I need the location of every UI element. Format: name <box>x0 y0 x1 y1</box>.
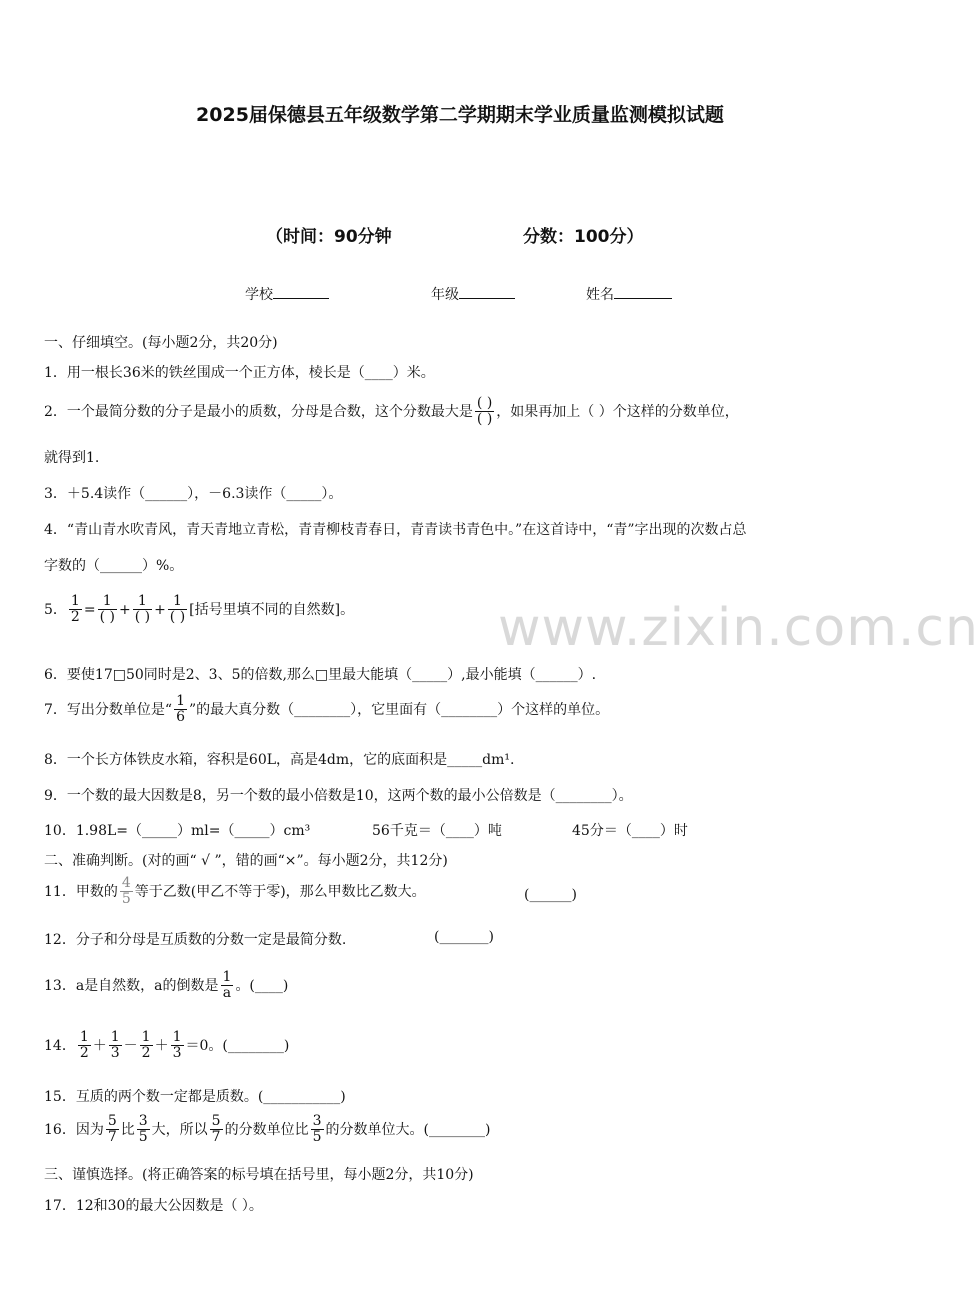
q5-frac-4 <box>168 594 187 626</box>
q16-text-a: 16．因为 <box>44 1121 104 1138</box>
q13-fraction <box>221 970 234 1002</box>
exam-score: 分数：100分） <box>523 227 644 247</box>
q2-fraction <box>475 396 494 428</box>
grade-field <box>431 284 515 304</box>
q14-op-1: ＋ <box>92 1037 107 1054</box>
grade-blank <box>459 286 515 299</box>
school-field <box>245 284 329 304</box>
q11-text-b: 等于乙数(甲乙不等于零)，那么甲数比乙数大。 <box>134 883 426 900</box>
q11-frac-den: 5 <box>121 891 131 908</box>
question-15: 15．互质的两个数一定都是质数。(___________) <box>44 1089 346 1105</box>
q14-f3-den: 2 <box>141 1045 151 1062</box>
school-blank <box>273 286 329 299</box>
question-2-cont: 就得到1. <box>44 450 100 466</box>
question-11-answer: (______) <box>524 887 577 903</box>
q14-tail: ＝0。(________) <box>185 1037 290 1054</box>
question-8: 8．一个长方体铁皮水箱，容积是60L，高是4dm，它的底面积是_____dm¹. <box>44 752 515 768</box>
question-4: 4．“青山青水吹青风，青天青地立青松，青青柳枝青春日，青青读书青色中。”在这首诗中，“青”字出现的次数占总 <box>44 522 747 538</box>
q14-op-3: ＋ <box>154 1037 169 1054</box>
q16-f3-num: 5 <box>211 1113 221 1129</box>
q5-f3-den: ( ) <box>134 609 151 626</box>
q13-text-b: 。(____) <box>235 977 289 994</box>
q16-text-c: 的分数单位比 <box>224 1121 309 1138</box>
q14-f2-num: 1 <box>110 1029 120 1045</box>
q14-frac-4 <box>171 1030 184 1062</box>
name-blank <box>614 286 672 299</box>
question-2 <box>44 396 739 428</box>
q13-frac-num: 1 <box>222 969 232 985</box>
q16-bi: 比 <box>120 1121 135 1138</box>
q2-frac-num: ( ) <box>476 395 493 411</box>
question-12-answer: (_______) <box>434 929 494 945</box>
q7-frac-den: 6 <box>176 709 185 726</box>
q5-plus-2: + <box>154 601 166 618</box>
q5-number: 5． <box>44 601 67 618</box>
question-4-cont: 字数的（______）%。 <box>44 558 184 574</box>
grade-label: 年级 <box>431 287 459 303</box>
question-13 <box>44 970 288 1002</box>
q16-f4-den: 5 <box>312 1129 322 1146</box>
q5-frac-3 <box>133 594 152 626</box>
section-2-heading: 二、准确判断。(对的画“ √ ”，错的画“×”。每小题2分，共12分) <box>44 853 448 869</box>
section-1-heading: 一、仔细填空。(每小题2分，共20分) <box>44 335 278 351</box>
q14-frac-2 <box>109 1030 122 1062</box>
q16-f2-num: 3 <box>138 1113 148 1129</box>
q14-f4-den: 3 <box>172 1045 182 1062</box>
q5-f4-den: ( ) <box>169 609 186 626</box>
q14-frac-1 <box>78 1030 91 1062</box>
question-3: 3．＋5.4读作（______），－6.3读作（_____）。 <box>44 486 343 502</box>
q2-text: 2．一个最简分数的分子是最小的质数，分母是合数，这个分数最大是 <box>44 403 473 420</box>
question-7 <box>44 694 609 726</box>
q13-frac-den: a <box>222 985 232 1002</box>
q14-op-2: － <box>123 1037 138 1054</box>
q5-plus-1: + <box>118 601 131 618</box>
watermark: www.zixin.com.cn <box>498 598 979 658</box>
q14-f2-den: 3 <box>110 1045 120 1062</box>
q14-number: 14． <box>44 1037 76 1054</box>
q5-f1-den: 2 <box>70 609 80 626</box>
q16-frac-3 <box>210 1114 223 1146</box>
q7-text-b: ”的最大真分数（________），它里面有（________）个这样的单位。 <box>189 701 610 718</box>
question-10c: 45分＝（____）时 <box>572 823 688 839</box>
q5-equals: = <box>83 601 96 618</box>
q16-f1-num: 5 <box>107 1113 117 1129</box>
q5-f1-num: 1 <box>70 593 80 609</box>
q11-fraction <box>120 876 133 908</box>
q16-f3-den: 7 <box>211 1129 221 1146</box>
question-5 <box>44 594 354 626</box>
question-10b: 56千克＝（____）吨 <box>372 823 502 839</box>
question-11 <box>44 876 426 908</box>
question-1: 1．用一根长36米的铁丝围成一个正方体，棱长是（____）米。 <box>44 365 435 381</box>
question-10a: 10．1.98L=（_____）ml=（_____）cm³ <box>44 823 311 839</box>
section-3-heading: 三、谨慎选择。(将正确答案的标号填在括号里，每小题2分，共10分) <box>44 1167 474 1183</box>
q7-frac-num: 1 <box>176 693 185 709</box>
q16-text-b: 大，所以 <box>151 1121 208 1138</box>
q7-text-a: 7．写出分数单位是“ <box>44 701 173 718</box>
q2-text-b: ，如果再加上（ ）个这样的分数单位， <box>496 403 739 420</box>
name-field <box>586 284 672 304</box>
q11-frac-num: 4 <box>121 875 131 891</box>
q2-frac-den: ( ) <box>476 411 493 428</box>
q16-f4-num: 3 <box>312 1113 322 1129</box>
q16-f2-den: 5 <box>138 1129 148 1146</box>
question-14 <box>44 1030 289 1062</box>
q14-frac-3 <box>140 1030 153 1062</box>
school-label: 学校 <box>245 287 273 303</box>
question-17: 17．12和30的最大公因数是（ ）。 <box>44 1198 263 1214</box>
question-12: 12．分子和分母是互质数的分数一定是最简分数. <box>44 932 347 948</box>
q16-frac-2 <box>137 1114 150 1146</box>
q7-fraction <box>174 694 187 726</box>
q16-frac-1 <box>106 1114 119 1146</box>
q5-frac-1 <box>69 594 82 626</box>
exam-time: （时间：90分钟 <box>266 227 392 247</box>
q5-tail: [括号里填不同的自然数]。 <box>189 601 355 618</box>
q5-frac-2 <box>98 594 117 626</box>
q14-f4-num: 1 <box>172 1029 182 1045</box>
q16-frac-4 <box>311 1114 324 1146</box>
question-6: 6．要使17□50同时是2、3、5的倍数,那么□里最大能填（_____）,最小能填（______）. <box>44 667 597 683</box>
q14-f1-den: 2 <box>79 1045 89 1062</box>
q14-f1-num: 1 <box>79 1029 89 1045</box>
question-16 <box>44 1114 490 1146</box>
q5-f4-num: 1 <box>173 593 182 609</box>
q5-f2-num: 1 <box>102 593 112 609</box>
q14-f3-num: 1 <box>141 1029 151 1045</box>
q16-text-d: 的分数单位大。(________) <box>325 1121 491 1138</box>
exam-title: 2025届保德县五年级数学第二学期期末学业质量监测模拟试题 <box>196 104 724 126</box>
q5-f2-den: ( ) <box>99 609 115 626</box>
q16-f1-den: 7 <box>107 1129 117 1146</box>
q13-text-a: 13．a是自然数，a的倒数是 <box>44 977 219 994</box>
question-9: 9．一个数的最大因数是8，另一个数的最小倍数是10，这两个数的最小公倍数是（________）。 <box>44 788 633 804</box>
name-label: 姓名 <box>586 287 614 303</box>
q11-text-a: 11．甲数的 <box>44 883 118 900</box>
q5-f3-num: 1 <box>137 593 147 609</box>
